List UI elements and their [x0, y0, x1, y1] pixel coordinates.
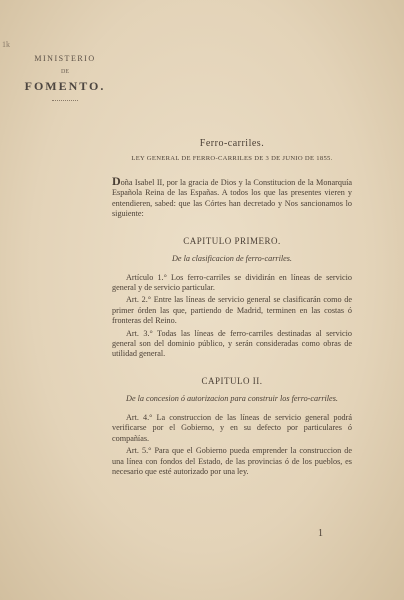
chapter-label: CAPITULO PRIMERO.	[183, 235, 281, 246]
document-body	[112, 138, 352, 479]
law-subtitle: LEY GENERAL DE FERRO-CARRILES DE 3 DE JUNIO DE 1855.	[131, 155, 333, 162]
page-number: 1	[318, 528, 323, 539]
header-divider	[52, 100, 78, 101]
chapter-heading: De la clasificacion de ferro-carriles.	[172, 253, 292, 263]
drop-cap: D	[112, 174, 121, 188]
article-2: Art. 2.° Entre las líneas de servicio general se clasificarán como de primer órden las que, partiendo de Madrid, terminen en las costas ó fronteras del Reino.	[112, 295, 352, 326]
ministry-header	[0, 54, 130, 101]
ministry-de-label: DE	[61, 69, 69, 75]
ministry-label: MINISTERIO	[34, 54, 96, 63]
document-title: Ferro-carriles.	[199, 138, 265, 149]
preamble-text: oña Isabel II, por la gracia de Dios y la Constitucion de la Monarquía Española Reina de las Españas. A todos los que las presentes vieren y entendieren, sabed: que las Córtes han decretado y Nos sancionamos lo siguiente:	[112, 178, 352, 219]
chapter-2	[112, 376, 352, 477]
article-1: Artículo 1.° Los ferro-carriles se dividirán en líneas de servicio general y de servicio particular.	[112, 272, 352, 293]
preamble-paragraph	[112, 176, 352, 220]
edge-mark: 1k	[2, 40, 10, 49]
article-4: Art. 4.° La construccion de las líneas de servicio general podrá verificarse por el Gobierno, y en su defecto por particulares ó compañías.	[112, 412, 352, 443]
chapter-label: CAPITULO II.	[201, 375, 263, 386]
chapter-heading: De la concesion ó autorizacion para construir los ferro-carriles.	[126, 393, 338, 403]
article-5: Art. 5.° Para que el Gobierno pueda emprender la construccion de una línea con fondos del Estado, de las provincias ó de los pueblos, es necesario que esté autorizado por una ley.	[112, 446, 352, 476]
chapter-1	[112, 236, 352, 360]
department-name: FOMENTO.	[24, 79, 106, 93]
article-3: Art. 3.° Todas las líneas de ferro-carriles destinadas al servicio general son del dominio público, y serán consideradas como obras de utilidad general.	[112, 328, 352, 359]
